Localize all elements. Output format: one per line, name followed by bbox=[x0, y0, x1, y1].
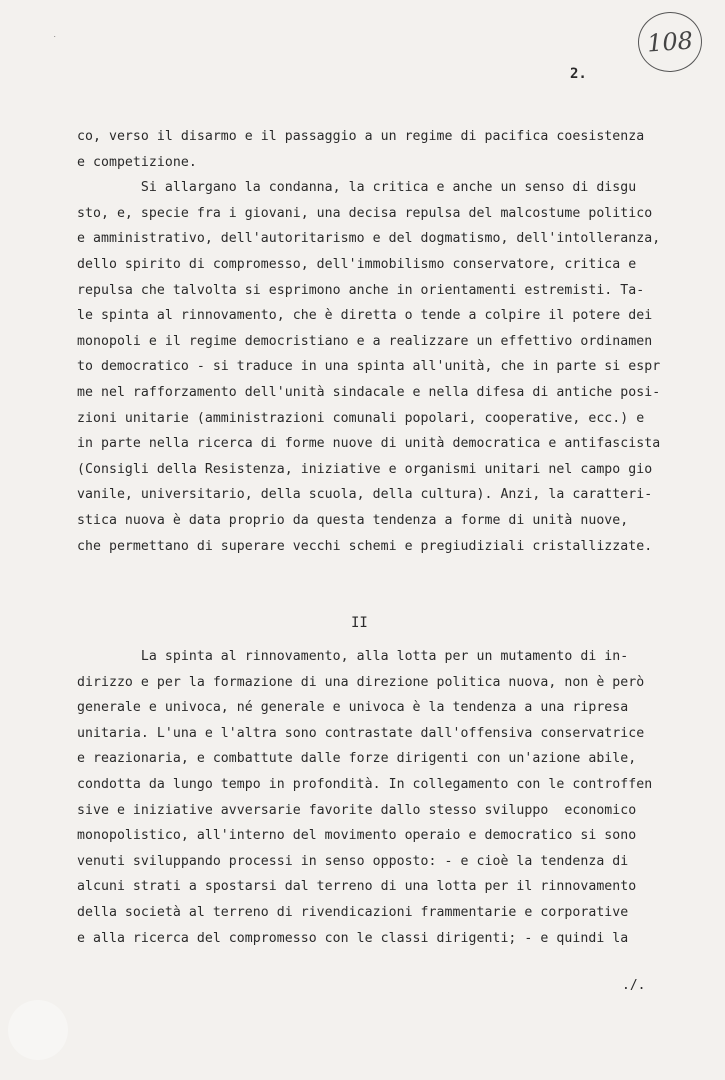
text-line: repulsa che talvolta si esprimono anche in orientamenti estremisti. Ta- bbox=[77, 282, 645, 298]
text-block-part1 bbox=[77, 124, 717, 559]
text-line: unitaria. L'una e l'altra sono contrastate dall'offensiva conservatrice bbox=[77, 725, 645, 741]
text-line: e amministrativo, dell'autoritarismo e del dogmatismo, dell'intolleranza, bbox=[77, 231, 661, 247]
text-line: zioni unitarie (amministrazioni comunali popolari, cooperative, ecc.) e bbox=[77, 410, 645, 426]
text-line: in parte nella ricerca di forme nuove di unità democratica e antifascista bbox=[77, 436, 661, 452]
text-line: stica nuova è data proprio da questa tendenza a forme di unità nuove, bbox=[77, 512, 629, 528]
text-block-part2 bbox=[77, 644, 717, 951]
text-line: condotta da lungo tempo in profondità. In collegamento con le controffen bbox=[77, 776, 653, 792]
page-stamp: 108 bbox=[636, 10, 704, 74]
page-number: 2. bbox=[570, 66, 587, 82]
text-line: sive e iniziative avversarie favorite dallo stesso sviluppo economico bbox=[77, 802, 637, 818]
text-line: le spinta al rinnovamento, che è diretta o tende a colpire il potere dei bbox=[77, 308, 653, 324]
text-line: monopoli e il regime democristiano e a realizzare un effettivo ordinamen bbox=[77, 333, 653, 349]
text-line: vanile, universitario, della scuola, della cultura). Anzi, la caratteri- bbox=[77, 487, 653, 503]
text-line: Si allargano la condanna, la critica e anche un senso di disgu bbox=[77, 180, 637, 196]
text-line: alcuni strati a spostarsi dal terreno di una lotta per il rinnovamento bbox=[77, 879, 637, 895]
text-line: co, verso il disarmo e il passaggio a un regime di pacifica coesistenza bbox=[77, 129, 645, 144]
text-line: che permettano di superare vecchi schemi e pregiudiziali cristallizzate. bbox=[77, 538, 653, 554]
text-line: e reazionaria, e combattute dalle forze dirigenti con un'azione abile, bbox=[77, 751, 637, 767]
text-line: (Consigli della Resistenza, iniziative e organismi unitari nel campo gio bbox=[77, 461, 653, 477]
text-line: generale e univoca, né generale e univoca è la tendenza a una ripresa bbox=[77, 700, 629, 716]
text-line: e alla ricerca del compromesso con le classi dirigenti; - e quindi la bbox=[77, 930, 629, 946]
text-line: to democratico - si traduce in una spinta all'unità, che in parte si espr bbox=[77, 359, 661, 375]
text-line: dello spirito di compromesso, dell'immobilismo conservatore, critica e bbox=[77, 256, 637, 272]
text-line: della società al terreno di rivendicazioni frammentarie e corporative bbox=[77, 904, 629, 920]
text-line: monopolistico, all'interno del movimento operaio e democratico si sono bbox=[77, 828, 637, 844]
section-heading: II bbox=[351, 615, 368, 631]
text-line: sto, e, specie fra i giovani, una decisa repulsa del malcostume politico bbox=[77, 205, 653, 221]
archive-watermark bbox=[8, 1000, 68, 1060]
text-line: venuti sviluppando processi in senso opposto: - e cioè la tendenza di bbox=[77, 853, 629, 869]
text-line: dirizzo e per la formazione di una direzione politica nuova, non è però bbox=[77, 674, 645, 690]
text-line: me nel rafforzamento dell'unità sindacale e nella difesa di antiche posi- bbox=[77, 384, 661, 400]
text-line: La spinta al rinnovamento, alla lotta per un mutamento di in- bbox=[77, 649, 629, 664]
text-line: e competizione. bbox=[77, 154, 197, 170]
continuation-mark: ./. bbox=[622, 978, 646, 993]
corner-speck: ˙ bbox=[52, 36, 58, 46]
